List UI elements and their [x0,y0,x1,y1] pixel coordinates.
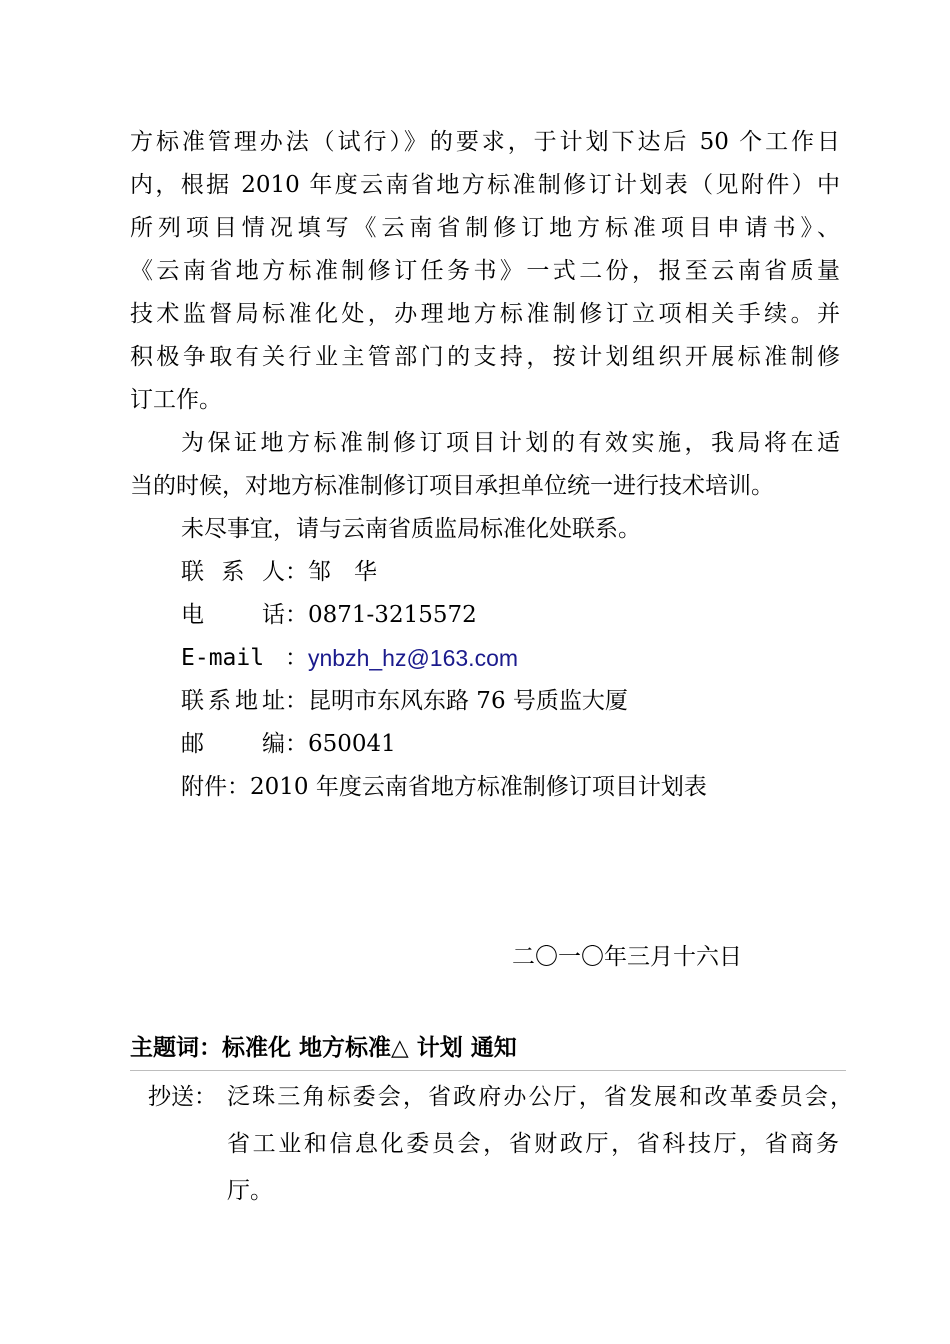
contact-address-label: 联系地址 [181,688,285,714]
contact-address-row [181,686,628,716]
paragraph-1-line-4: 《云南省地方标准制修订任务书》一式二份，报至云南省质量 [130,258,840,284]
paragraph-2-line-2: 当的时候，对地方标准制修订项目承担单位统一进行技术培训。 [130,473,774,499]
paragraph-1-line-1: 方标准管理办法（试行）》的要求，于计划下达后 50 个工作日 [130,129,840,155]
attachment-row [181,772,707,802]
contact-email-label: E-mail [181,645,265,671]
contact-phone-label: 电话 [181,602,285,628]
contact-email-colon: ： [285,645,308,671]
cc-label: 抄送： [148,1084,217,1110]
subject-label: 主题词： [130,1034,222,1061]
cc-line-2: 省工业和信息化委员会，省财政厅，省科技厅，省商务 [227,1131,839,1157]
issue-date: 二〇一〇年三月十六日 [512,944,742,970]
subject-divider [130,1070,846,1071]
cc-line-1: 泛珠三角标委会，省政府办公厅，省发展和改革委员会， [227,1084,853,1110]
contact-phone-colon: ： [285,602,308,628]
attachment-label: 附件 [181,774,227,800]
subject-keywords [130,1033,517,1063]
contact-person-colon: ： [285,559,308,585]
contact-person-label: 联系人 [181,559,285,585]
attachment-value: 2010 年度云南省地方标准制修订项目计划表 [250,774,707,800]
paragraph-1-line-7: 订工作。 [130,387,222,413]
paragraph-3: 未尽事宜，请与云南省质监局标准化处联系。 [181,516,641,542]
paragraph-1-line-2: 内，根据 2010 年度云南省地方标准制修订计划表（见附件）中 [130,172,840,198]
paragraph-2-line-1: 为保证地方标准制修订项目计划的有效实施，我局将在适 [181,430,840,456]
paragraph-1-line-3: 所列项目情况填写《云南省制修订地方标准项目申请书》、 [130,215,840,241]
paragraph-1-line-6: 积极争取有关行业主管部门的支持，按计划组织开展标准制修 [130,344,840,370]
contact-postcode-colon: ： [285,731,308,757]
contact-person-row [181,557,377,587]
paragraph-1-line-5: 技术监督局标准化处，办理地方标准制修订立项相关手续。并 [130,301,840,327]
subject-keyword-4: 通知 [470,1034,517,1061]
cc-line-3: 厅。 [227,1178,273,1204]
contact-email-link[interactable]: ynbzh_hz@163.com [308,645,519,671]
contact-person-value: 邹 华 [308,559,377,585]
contact-address-colon: ： [285,688,308,714]
contact-postcode-row [181,729,396,759]
subject-keyword-1: 标准化 [222,1034,291,1061]
contact-address-value: 昆明市东风东路 76 号质监大厦 [308,688,628,714]
contact-postcode-label: 邮编 [181,731,285,757]
contact-phone-row [181,600,477,630]
contact-phone-value: 0871-3215572 [308,602,477,628]
contact-email-row [181,643,518,673]
subject-keyword-2: 地方标准△ [299,1034,409,1061]
subject-keyword-3: 计划 [416,1034,463,1061]
contact-postcode-value: 650041 [308,731,396,757]
attachment-colon: ： [227,774,250,800]
